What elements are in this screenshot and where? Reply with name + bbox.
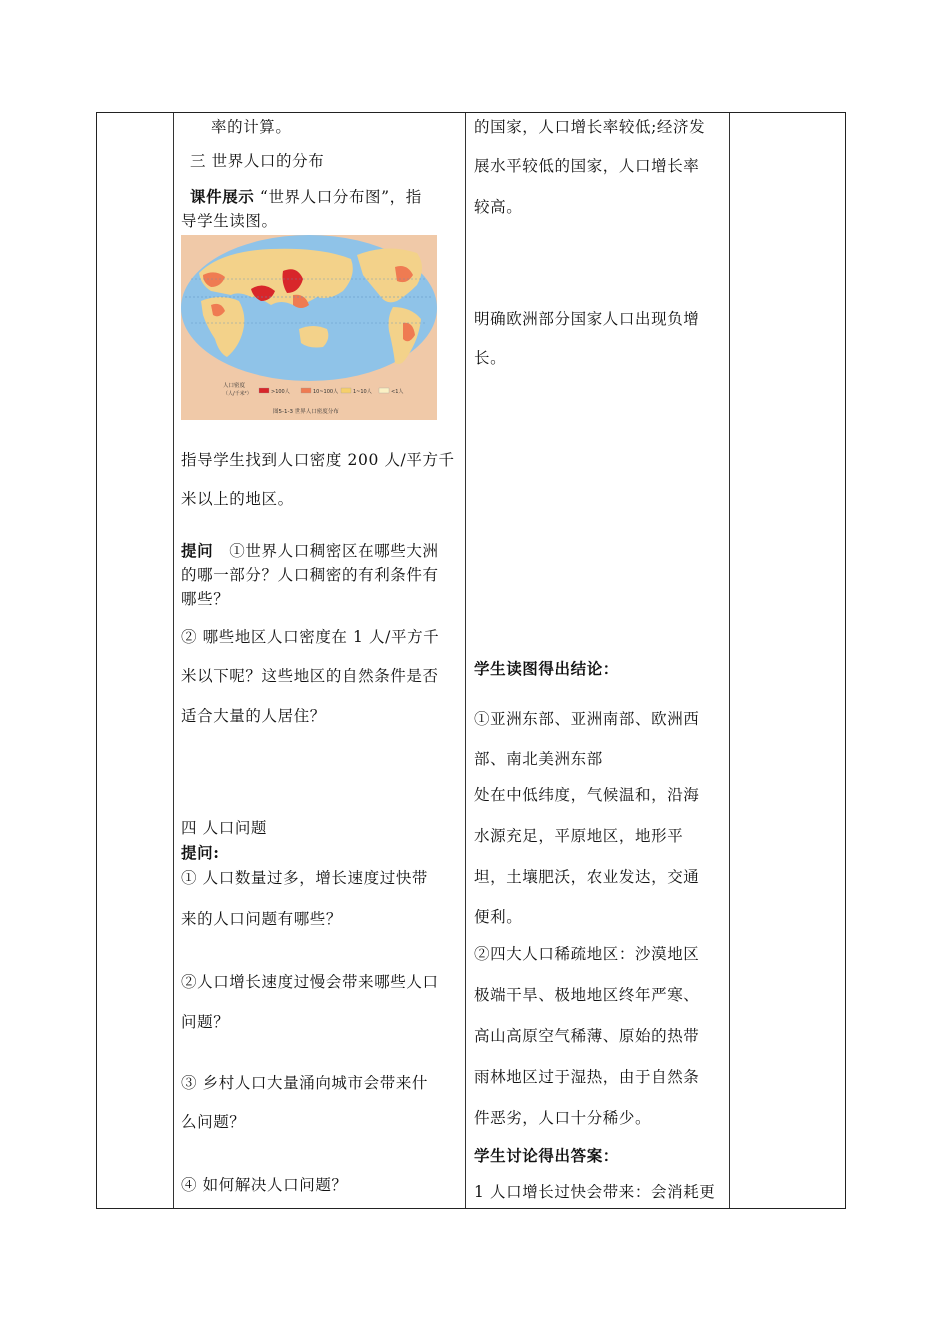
text-line: 么问题？ xyxy=(181,1113,246,1131)
text-line: ①亚洲东部、亚洲南部、欧洲西 xyxy=(474,710,700,728)
text-line: 处在中低纬度，气候温和，沿海 xyxy=(474,786,700,804)
column-divider-3 xyxy=(729,113,730,1208)
legend-swatch xyxy=(259,388,269,393)
section-heading: 三 世界人口的分布 xyxy=(190,152,325,170)
text-line: 较高。 xyxy=(474,198,523,216)
legend-swatch xyxy=(341,388,351,393)
text-line: 长。 xyxy=(474,349,507,367)
legend-swatch xyxy=(301,388,311,393)
text-line: ③ 乡村人口大量涌向城市会带来什 xyxy=(181,1074,429,1092)
text-span: “世界人口分布图”，指 xyxy=(254,188,422,206)
text-line: ④ 如何解决人口问题？ xyxy=(181,1176,348,1194)
text-line: 水源充足，平原地区，地形平 xyxy=(474,827,684,845)
text-line: 件恶劣，人口十分稀少。 xyxy=(474,1109,652,1127)
text-line: 指导学生找到人口密度 200 人/平方千 xyxy=(181,451,455,469)
text-line: 率的计算。 xyxy=(211,118,292,136)
bold-label: 课件展示 xyxy=(190,187,255,206)
legend-label: 1~10人 xyxy=(353,389,372,395)
world-population-density-map xyxy=(181,235,437,420)
text-line: 雨林地区过于湿热，由于自然条 xyxy=(474,1068,700,1086)
bold-label: 提问: xyxy=(181,843,220,862)
text-line: 的哪一部分？人口稠密的有利条件有 xyxy=(181,566,439,584)
text-line: 来的人口问题有哪些？ xyxy=(181,910,343,928)
text-line: 米以下呢？这些地区的自然条件是否 xyxy=(181,667,439,685)
legend-label: 10~100人 xyxy=(313,389,339,395)
text-line: 的国家，人口增长率较低;经济发 xyxy=(474,118,706,136)
text-line: 展水平较低的国家，人口增长率 xyxy=(474,157,700,175)
text-line: 米以上的地区。 xyxy=(181,490,294,508)
text-line: 导学生读图。 xyxy=(181,212,278,230)
text-span: ①世界人口稠密区在哪些大洲 xyxy=(213,542,439,560)
text-line xyxy=(181,541,439,561)
text-line xyxy=(190,187,422,207)
legend-label: <1人 xyxy=(391,389,404,395)
column-divider-2 xyxy=(465,113,466,1208)
text-line: 1 人口增长过快会带来：会消耗更 xyxy=(474,1183,716,1201)
text-line: ① 人口数量过多，增长速度过快带 xyxy=(181,869,429,887)
text-line: 便利。 xyxy=(474,908,523,926)
map-land-australia xyxy=(299,326,328,348)
column-divider-1 xyxy=(173,113,174,1208)
text-line: ② 哪些地区人口密度在 1 人/平方千 xyxy=(181,628,440,646)
text-line: 适合大量的人居住？ xyxy=(181,707,326,725)
bold-label: 学生读图得出结论： xyxy=(474,659,619,678)
bold-label: 学生讨论得出答案： xyxy=(474,1146,619,1165)
section-heading: 四 人口问题 xyxy=(181,819,268,837)
text-line: ②四大人口稀疏地区：沙漠地区 xyxy=(474,945,700,963)
legend-swatch xyxy=(379,388,389,393)
text-line: ②人口增长速度过慢会带来哪些人口 xyxy=(181,973,439,991)
text-line: 极端干旱、极地地区终年严寒、 xyxy=(474,986,700,1004)
text-line: 明确欧洲部分国家人口出现负增 xyxy=(474,310,700,328)
text-line: 高山高原空气稀薄、原始的热带 xyxy=(474,1027,700,1045)
text-line: 部、南北美洲东部 xyxy=(474,750,603,768)
text-line: 哪些？ xyxy=(181,590,230,608)
map-legend-unit: （人/千米²） xyxy=(223,391,252,397)
legend-label: >100人 xyxy=(271,389,290,395)
bold-label: 提问 xyxy=(181,541,214,560)
text-line: 坦，土壤肥沃，农业发达，交通 xyxy=(474,868,700,886)
map-caption: 图5-1-3 世界人口密度分布 xyxy=(273,409,339,415)
text-line: 问题？ xyxy=(181,1013,230,1031)
map-legend-title: 人口密度 xyxy=(223,383,246,389)
